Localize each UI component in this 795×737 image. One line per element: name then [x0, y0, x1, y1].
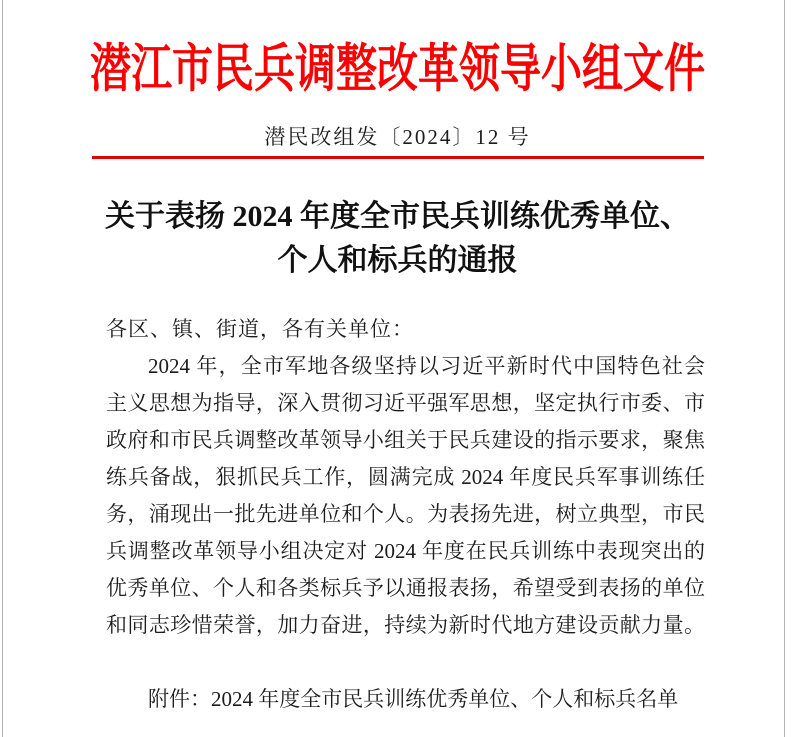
paragraph-line: 优秀单位、个人和各类标兵予以通报表扬，希望受到表扬的单位 [106, 576, 705, 600]
paragraph-line: 练兵备战，狠抓民兵工作，圆满完成 2024 年度民兵军事训练任 [106, 465, 705, 489]
red-divider-rule [92, 156, 704, 159]
salutation-line: 各区、镇、街道，各有关单位： [106, 317, 414, 341]
paragraph-line: 主义思想为指导，深入贯彻习近平强军思想，坚定执行市委、市 [106, 391, 705, 415]
paragraph-line: 兵调整改革领导小组决定对 2024 年度在民兵训练中表现突出的 [106, 539, 705, 563]
document-title-line-2: 个人和标兵的通报 [277, 244, 518, 277]
attachment-line: 附件：2024 年度全市民兵训练优秀单位、个人和标兵名单 [148, 687, 679, 711]
paragraph-line: 2024 年，全市军地各级坚持以习近平新时代中国特色社会 [148, 354, 705, 378]
document-title [0, 195, 795, 283]
page-scan-edge-left [2, 0, 3, 737]
paragraph-line: 务，涌现出一批先进单位和个人。为表扬先进，树立典型，市民 [106, 502, 705, 526]
paragraph-line: 政府和市民兵调整改革领导小组关于民兵建设的指示要求，聚焦 [106, 428, 705, 452]
document-body [106, 311, 705, 718]
document-number: 潜民改组发〔2024〕12 号 [264, 125, 531, 149]
document-title-line-1: 关于表扬 2024 年度全市民兵训练优秀单位、 [105, 200, 690, 233]
paragraph-line: 和同志珍惜荣誉，加力奋进，持续为新时代地方建设贡献力量。 [106, 613, 705, 637]
page-scan-edge-right [784, 0, 785, 737]
org-header-title: 潜江市民兵调整改革领导小组文件 [90, 39, 705, 98]
